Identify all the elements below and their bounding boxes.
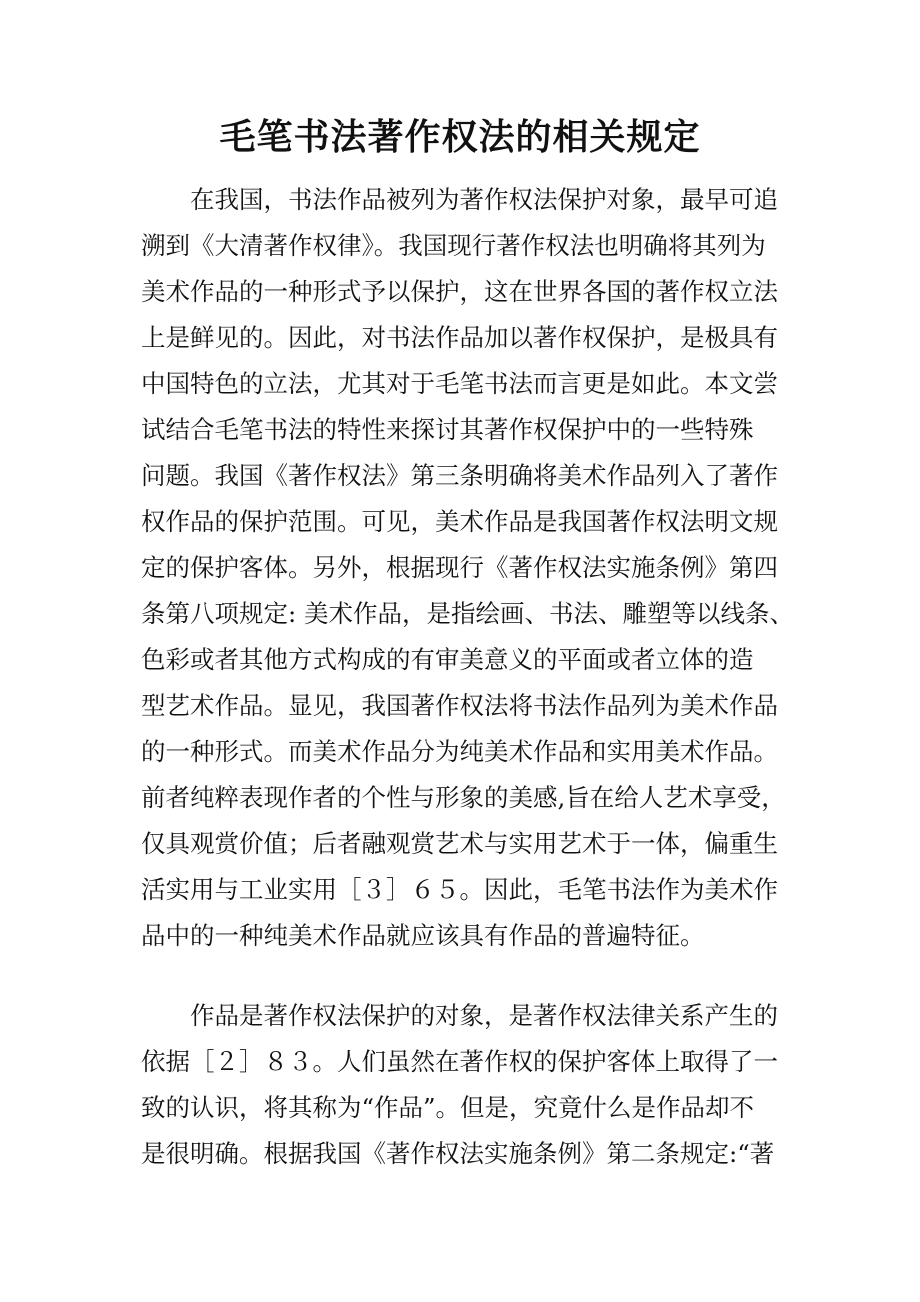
paragraph-line: 色彩或者其他方式构成的有审美意义的平面或者立体的造 xyxy=(141,645,754,674)
paragraph-line: 仅具观赏价值；后者融观赏艺术与实用艺术于一体，偏重生 xyxy=(141,829,778,858)
paragraph-line: 作品是著作权法保护的对象，是著作权法律关系产生的 xyxy=(190,1001,778,1030)
paragraph-line: 权作品的保护范围。可见，美术作品是我国著作权法明文规 xyxy=(141,507,778,536)
paragraph-line: 前者纯粹表现作者的个性与形象的美感,旨在给人艺术享受， xyxy=(141,783,786,812)
document-title: 毛笔书法著作权法的相关规定 xyxy=(219,116,701,158)
paragraph-line: 活实用与工业实用［３］６５。因此，毛笔书法作为美术作 xyxy=(141,875,778,904)
paragraph-line: 型艺术作品。显见，我国著作权法将书法作品列为美术作品 xyxy=(141,691,778,720)
paragraph-line: 定的保护客体。另外，根据现行《著作权法实施条例》第四 xyxy=(141,553,778,582)
paragraph-line: 依据［２］８３。人们虽然在著作权的保护客体上取得了一 xyxy=(141,1047,778,1076)
paragraph-line: 美术作品的一种形式予以保护，这在世界各国的著作权立法 xyxy=(141,277,778,306)
paragraph-line: 在我国，书法作品被列为著作权法保护对象，最早可追 xyxy=(190,185,778,214)
paragraph-line: 试结合毛笔书法的特性来探讨其著作权保护中的一些特殊 xyxy=(141,415,754,444)
paragraph-line: 致的认识，将其称为“作品”。但是，究竟什么是作品却不 xyxy=(141,1093,755,1122)
paragraph-line: 条第八项规定: 美术作品，是指绘画、书法、雕塑等以线条、 xyxy=(141,599,795,628)
paragraph-line: 是很明确。根据我国《著作权法实施条例》第二条规定:“著 xyxy=(141,1139,775,1168)
paragraph-line: 的一种形式。而美术作品分为纯美术作品和实用美术作品。 xyxy=(141,737,778,766)
paragraph-line: 中国特色的立法，尤其对于毛笔书法而言更是如此。本文尝 xyxy=(141,369,778,398)
paragraph-line: 溯到《大清著作权律》。我国现行著作权法也明确将其列为 xyxy=(141,231,766,260)
paragraph-line: 问题。我国《著作权法》第三条明确将美术作品列入了著作 xyxy=(141,461,778,490)
paragraph-line: 品中的一种纯美术作品就应该具有作品的普遍特征。 xyxy=(141,921,705,950)
paragraph-line: 上是鲜见的。因此，对书法作品加以著作权保护，是极具有 xyxy=(141,323,778,352)
